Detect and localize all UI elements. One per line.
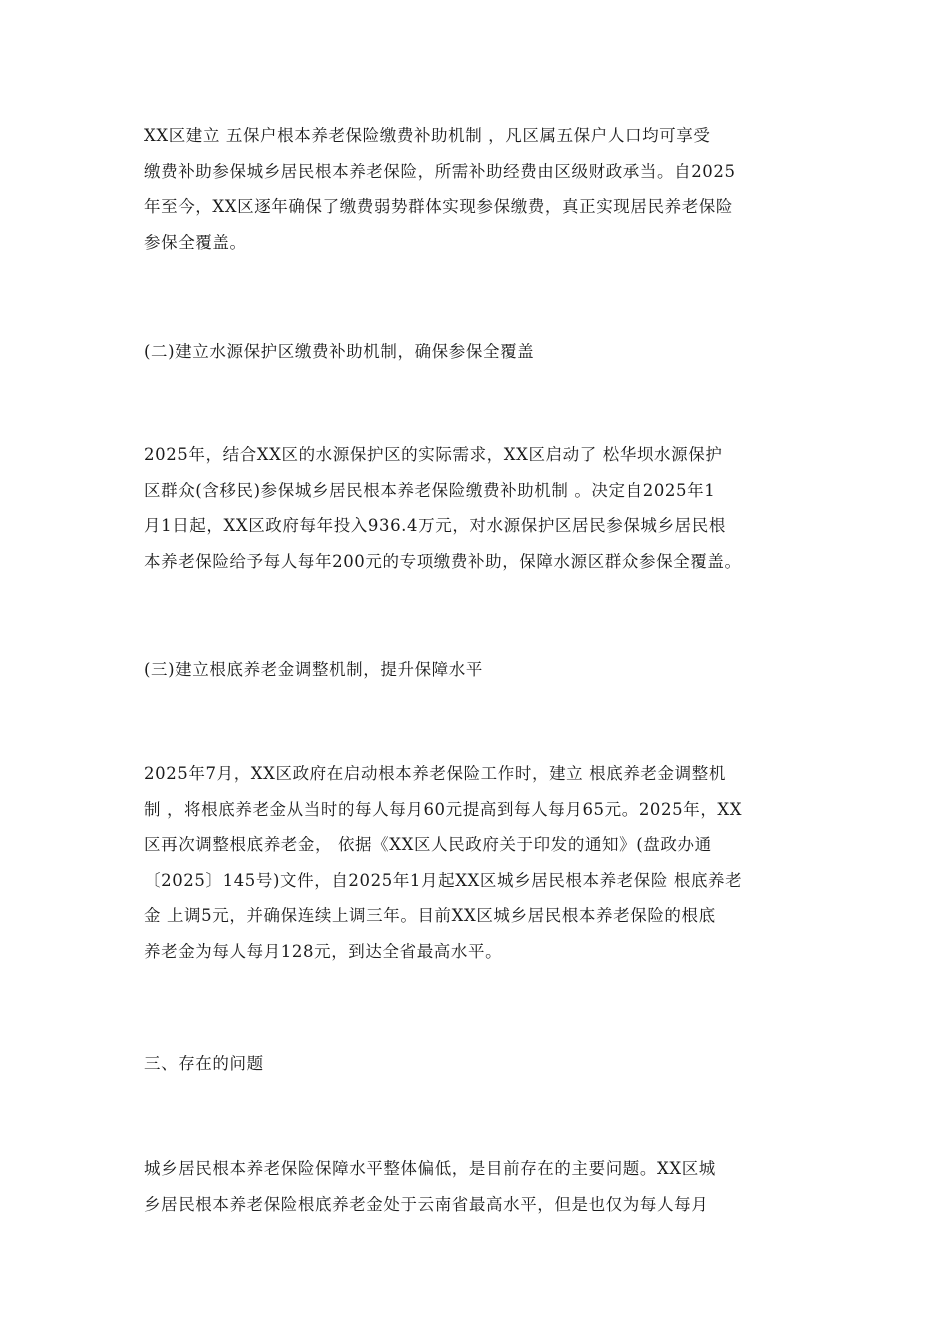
paragraph-existing-problems	[144, 1151, 809, 1222]
paragraph-water-source-subsidy	[144, 437, 809, 579]
text-line: 养老金为每人每月128元，到达全省最高水平。	[144, 941, 503, 961]
text-line: 金 上调5元，并确保连续上调三年。目前XX区城乡居民根本养老保险的根底	[144, 906, 716, 925]
text-line: 参保全覆盖。	[144, 232, 247, 252]
text-line: 2025年，结合XX区的水源保护区的实际需求，XX区启动了 松华坝水源保护	[144, 445, 723, 464]
paragraph-five-guarantee-subsidy	[144, 118, 809, 260]
text-line: 城乡居民根本养老保险保障水平整体偏低，是目前存在的主要问题。XX区城	[144, 1159, 716, 1178]
text-line: 月1日起，XX区政府每年投入936.4万元，对水源保护区居民参保城乡居民根	[144, 516, 726, 535]
section-heading-water-source: (二)建立水源保护区缴费补助机制，确保参保全覆盖	[144, 342, 535, 361]
text-line: 区再次调整根底养老金， 依据《XX区人民政府关于印发的通知》(盘政办通	[144, 835, 712, 854]
text-line: 乡居民根本养老保险根底养老金处于云南省最高水平，但是也仅为每人每月	[144, 1194, 709, 1214]
section-heading-pension-adjustment: (三)建立根底养老金调整机制，提升保障水平	[144, 660, 483, 679]
text-line: 区群众(含移民)参保城乡居民根本养老保险缴费补助机制 。决定自2025年1	[144, 480, 716, 500]
text-line: XX区建立 五保户根本养老保险缴费补助机制 ，凡区属五保户人口均可享受	[144, 126, 711, 145]
text-line: 2025年7月，XX区政府在启动根本养老保险工作时，建立 根底养老金调整机	[144, 764, 726, 783]
text-line: 年至今，XX区逐年确保了缴费弱势群体实现参保缴费，真正实现居民养老保险	[144, 197, 733, 216]
section-heading-existing-problems: 三、存在的问题	[144, 1054, 264, 1073]
text-line: 制 ，将根底养老金从当时的每人每月60元提高到每人每月65元。2025年，XX	[144, 799, 743, 819]
text-line: 缴费补助参保城乡居民根本养老保险，所需补助经费由区级财政承当。自2025	[144, 161, 736, 181]
paragraph-pension-adjustment	[144, 756, 809, 969]
text-line: 〔2025〕145号)文件，自2025年1月起XX区城乡居民根本养老保险 根底养老	[144, 870, 743, 890]
text-line: 本养老保险给予每人每年200元的专项缴费补助，保障水源区群众参保全覆盖。	[144, 551, 742, 571]
